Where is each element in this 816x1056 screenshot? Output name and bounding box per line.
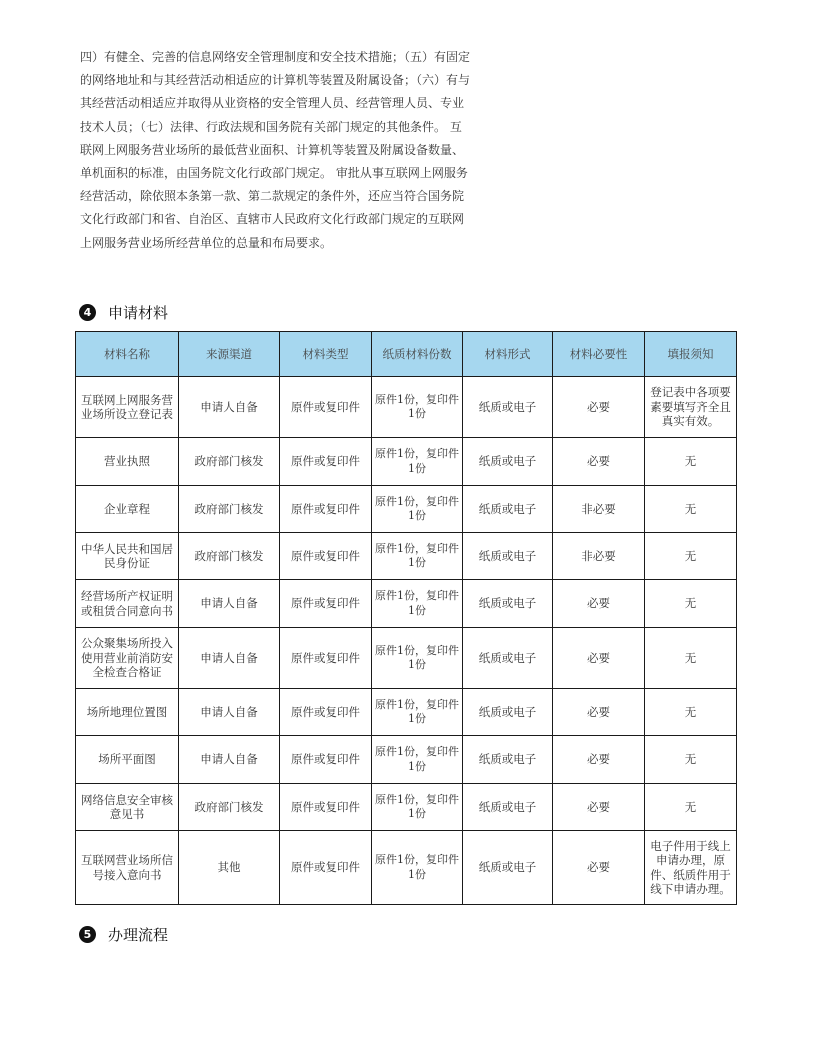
- cell-type: 原件或复印件: [280, 580, 372, 628]
- cell-necessity: 必要: [553, 438, 645, 486]
- cell-name: 公众聚集场所投入使用营业前消防安全检查合格证: [76, 628, 179, 689]
- cell-note: 无: [645, 438, 737, 486]
- cell-note: 无: [645, 533, 737, 580]
- cell-name: 企业章程: [76, 486, 179, 533]
- cell-copies: 原件1份，复印件1份: [372, 486, 463, 533]
- cell-form: 纸质或电子: [463, 784, 553, 831]
- cell-type: 原件或复印件: [280, 533, 372, 580]
- cell-name: 互联网营业场所信号接入意向书: [76, 831, 179, 905]
- cell-name: 场所平面图: [76, 736, 179, 784]
- cell-copies: 原件1份，复印件1份: [372, 736, 463, 784]
- intro-line: 文化行政部门和省、自治区、直辖市人民政府文化行政部门规定的互联网: [80, 212, 465, 227]
- cell-type: 原件或复印件: [280, 628, 372, 689]
- cell-note: 无: [645, 784, 737, 831]
- header-form: 材料形式: [463, 332, 553, 377]
- cell-note: 无: [645, 689, 737, 736]
- cell-type: 原件或复印件: [280, 831, 372, 905]
- cell-note: 无: [645, 628, 737, 689]
- table-header-row: [76, 332, 737, 377]
- cell-necessity: 必要: [553, 736, 645, 784]
- cell-necessity: 必要: [553, 377, 645, 438]
- cell-note: 无: [645, 486, 737, 533]
- cell-form: 纸质或电子: [463, 736, 553, 784]
- cell-source: 政府部门核发: [179, 784, 280, 831]
- cell-form: 纸质或电子: [463, 831, 553, 905]
- cell-copies: 原件1份，复印件1份: [372, 580, 463, 628]
- intro-line: 四）有健全、完善的信息网络安全管理制度和安全技术措施；（五）有固定: [80, 50, 471, 64]
- cell-source: 申请人自备: [179, 736, 280, 784]
- table-row: [76, 736, 737, 784]
- cell-necessity: 非必要: [553, 486, 645, 533]
- cell-type: 原件或复印件: [280, 736, 372, 784]
- table-row: [76, 689, 737, 736]
- intro-line: 其经营活动相适应并取得从业资格的安全管理人员、经营管理人员、专业: [80, 96, 465, 111]
- intro-line: 单机面积的标准，由国务院文化行政部门规定。 审批从事互联网上网服务: [80, 166, 468, 181]
- intro-line: 上网服务营业场所经营单位的总量和布局要求。: [80, 235, 333, 250]
- cell-type: 原件或复印件: [280, 377, 372, 438]
- cell-source: 其他: [179, 831, 280, 905]
- cell-type: 原件或复印件: [280, 438, 372, 486]
- cell-necessity: 必要: [553, 580, 645, 628]
- cell-copies: 原件1份，复印件1份: [372, 689, 463, 736]
- cell-type: 原件或复印件: [280, 486, 372, 533]
- section-heading-materials: [79, 302, 168, 323]
- cell-necessity: 必要: [553, 689, 645, 736]
- table-row: [76, 784, 737, 831]
- cell-type: 原件或复印件: [280, 689, 372, 736]
- cell-type: 原件或复印件: [280, 784, 372, 831]
- table-row: [76, 628, 737, 689]
- cell-form: 纸质或电子: [463, 689, 553, 736]
- cell-name: 经营场所产权证明或租赁合同意向书: [76, 580, 179, 628]
- cell-source: 政府部门核发: [179, 486, 280, 533]
- cell-source: 申请人自备: [179, 377, 280, 438]
- header-necessity: 材料必要性: [553, 332, 645, 377]
- cell-copies: 原件1份，复印件1份: [372, 377, 463, 438]
- cell-source: 申请人自备: [179, 689, 280, 736]
- header-material-name: 材料名称: [76, 332, 179, 377]
- table-row: [76, 580, 737, 628]
- section-title: 办理流程: [108, 926, 169, 944]
- cell-form: 纸质或电子: [463, 377, 553, 438]
- cell-copies: 原件1份，复印件1份: [372, 628, 463, 689]
- cell-copies: 原件1份，复印件1份: [372, 438, 463, 486]
- header-source: 来源渠道: [179, 332, 280, 377]
- cell-necessity: 必要: [553, 628, 645, 689]
- table-row: [76, 533, 737, 580]
- intro-line: 联网上网服务营业场所的最低营业面积、计算机等装置及附属设备数量、: [80, 142, 465, 157]
- table-row: [76, 438, 737, 486]
- cell-source: 政府部门核发: [179, 533, 280, 580]
- intro-line: 经营活动，除依照本条第一款、第二款规定的条件外，还应当符合国务院: [80, 189, 465, 204]
- intro-paragraph: [80, 46, 480, 255]
- cell-note: 无: [645, 736, 737, 784]
- header-copies: 纸质材料份数: [372, 332, 463, 377]
- header-notes: 填报须知: [645, 332, 737, 377]
- cell-form: 纸质或电子: [463, 628, 553, 689]
- intro-line: 技术人员；（七）法律、行政法规和国务院有关部门规定的其他条件。 互: [80, 119, 462, 134]
- cell-name: 中华人民共和国居民身份证: [76, 533, 179, 580]
- cell-form: 纸质或电子: [463, 580, 553, 628]
- cell-source: 申请人自备: [179, 580, 280, 628]
- cell-necessity: 必要: [553, 784, 645, 831]
- cell-note: 电子件用于线上申请办理，原件、纸质件用于线下申请办理。: [645, 831, 737, 905]
- cell-form: 纸质或电子: [463, 486, 553, 533]
- cell-note: 无: [645, 580, 737, 628]
- table-row: [76, 486, 737, 533]
- section-title: 申请材料: [108, 304, 169, 322]
- cell-name: 网络信息安全审核意见书: [76, 784, 179, 831]
- cell-name: 营业执照: [76, 438, 179, 486]
- intro-line: 的网络地址和与其经营活动相适应的计算机等装置及附属设备；（六）有与: [80, 73, 471, 88]
- section-number-badge: 5: [79, 926, 96, 943]
- cell-necessity: 非必要: [553, 533, 645, 580]
- cell-copies: 原件1份，复印件1份: [372, 784, 463, 831]
- table-row: [76, 377, 737, 438]
- cell-form: 纸质或电子: [463, 533, 553, 580]
- cell-necessity: 必要: [553, 831, 645, 905]
- table-row: [76, 831, 737, 905]
- cell-copies: 原件1份，复印件1份: [372, 533, 463, 580]
- cell-form: 纸质或电子: [463, 438, 553, 486]
- section-heading-process: [79, 924, 168, 945]
- cell-name: 场所地理位置图: [76, 689, 179, 736]
- cell-name: 互联网上网服务营业场所设立登记表: [76, 377, 179, 438]
- cell-note: 登记表中各项要素要填写齐全且真实有效。: [645, 377, 737, 438]
- cell-source: 政府部门核发: [179, 438, 280, 486]
- header-type: 材料类型: [280, 332, 372, 377]
- materials-table: [75, 331, 737, 905]
- section-number-badge: 4: [79, 304, 96, 321]
- cell-copies: 原件1份，复印件1份: [372, 831, 463, 905]
- cell-source: 申请人自备: [179, 628, 280, 689]
